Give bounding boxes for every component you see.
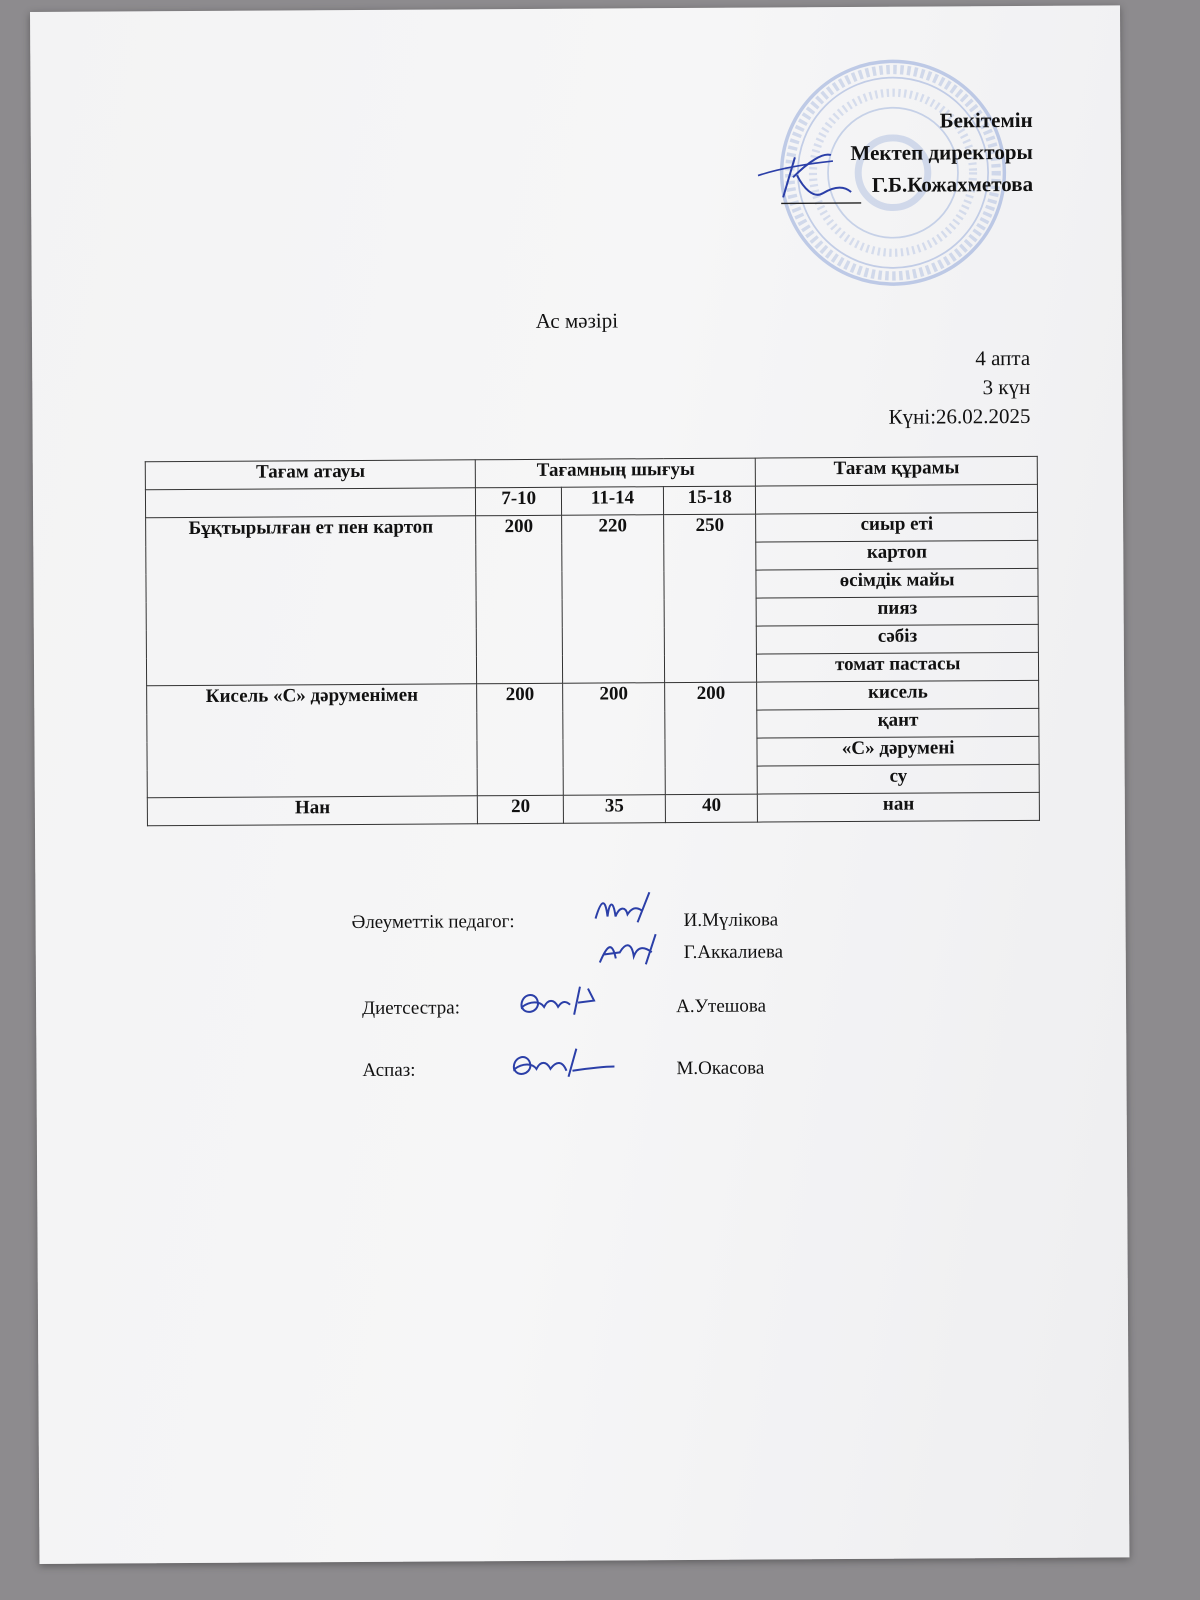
ingredient: картоп — [756, 540, 1038, 570]
dish-value: 200 — [563, 683, 666, 796]
social-pedagogue-name-2: Г.Аккалиева — [683, 941, 784, 964]
dish-name: Нан — [147, 796, 478, 826]
header-age-1: 7-10 — [476, 487, 562, 516]
ingredient: сиыр еті — [756, 512, 1038, 542]
ingredient: өсімдік майы — [756, 568, 1038, 598]
approval-line-2: Мектеп директоры — [850, 139, 1033, 165]
dietitian-label: Диетсестра: — [362, 997, 461, 1019]
meta-date: Күні:26.02.2025 — [888, 403, 1031, 429]
signatures-block — [30, 5, 1129, 1564]
ingredient: томат пастасы — [757, 652, 1039, 682]
meta-week: 4 апта — [975, 345, 1031, 371]
dish-value: 20 — [478, 795, 564, 824]
dish-value: 35 — [563, 795, 665, 824]
dish-name: Кисель «С» дәруменімен — [147, 684, 478, 798]
ingredient: су — [758, 764, 1040, 794]
dish-value: 250 — [664, 514, 757, 683]
dish-value: 220 — [562, 515, 665, 684]
signature-2 — [596, 928, 666, 968]
approval-line-3: Г.Б.Кожахметова — [871, 171, 1034, 197]
signature-4 — [506, 1040, 616, 1085]
cook-name: М.Окасова — [676, 1057, 765, 1080]
dietitian-name: А.Утешова — [676, 995, 767, 1018]
dish-value: 200 — [476, 515, 563, 684]
dish-value: 200 — [477, 683, 563, 796]
dish-value: 200 — [665, 682, 758, 795]
social-pedagogue-label: Әлеуметтік педагог: — [351, 911, 515, 934]
ingredient: кисель — [757, 680, 1039, 710]
dish-name: Бұқтырылған ет пен картоп — [146, 516, 478, 686]
ingredient: сәбіз — [757, 624, 1039, 654]
ingredient: «С» дәрумені — [757, 736, 1039, 766]
ingredient: нан — [758, 792, 1040, 822]
document-title: Ас мәзірі — [535, 308, 619, 333]
dish-value: 40 — [665, 794, 758, 823]
approval-line-1: Бекітемін — [939, 107, 1033, 133]
header-age-3: 15-18 — [663, 486, 756, 515]
signature-1 — [591, 888, 661, 928]
signature-3 — [514, 979, 604, 1024]
ingredient: қант — [757, 708, 1039, 738]
cook-label: Аспаз: — [362, 1059, 416, 1081]
document-page — [30, 5, 1129, 1564]
ingredient: пияз — [757, 596, 1039, 626]
social-pedagogue-name-1: И.Мүлікова — [683, 909, 779, 932]
header-age-2: 11-14 — [561, 487, 663, 516]
header-composition: Тағам құрамы — [756, 456, 1038, 486]
meta-day: 3 күн — [982, 374, 1031, 400]
header-dish: Тағам атауы — [145, 460, 476, 490]
header-output: Тағамның шығуы — [476, 458, 756, 488]
